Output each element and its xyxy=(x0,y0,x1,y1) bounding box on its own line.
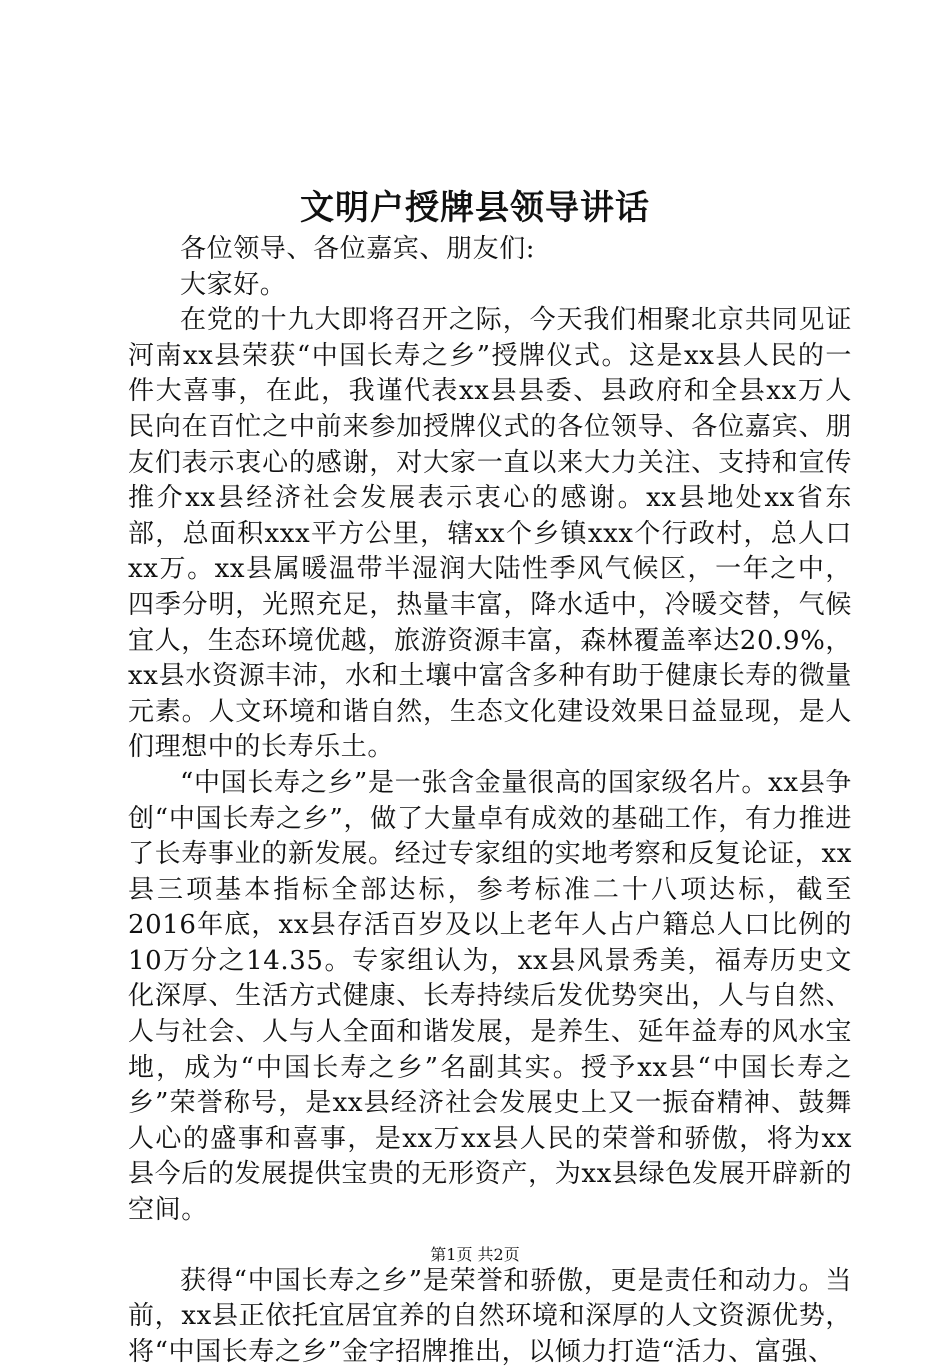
document-title: 文明户授牌县领导讲话 xyxy=(300,188,650,228)
body-paragraph: “中国长寿之乡”是一张含金量很高的国家级名片。xx县争创“中国长寿之乡”，做了大量卓有成效的基础工作，有力推进了长寿事业的新发展。经过专家组的实地考察和反复论证，xx县三项基本指标全部达标，参考标准二十八项达标，截至2016年底，xx县存活百岁及以上老年人占户籍总人口比例的10万分之14.35。专家组认为，xx县风景秀美，福寿历史文化深厚、生活方式健康、长寿持续后发优势突出，人与自然、人与社会、人与人全面和谐发展，是养生、延年益寿的风水宝地，成为“中国长寿之乡”名副其实。授予xx县“中国长寿之乡”荣誉称号，是xx县经济社会发展史上又一振奋精神、鼓舞人心的盛事和喜事，是xx万xx县人民的荣誉和骄傲，将为xx县今后的发展提供宝贵的无形资产，为xx县绿色发展开辟新的空间。 xyxy=(128,767,852,1226)
page-number: 第1页 共2页 xyxy=(430,1245,520,1264)
document-body xyxy=(128,232,852,1370)
salutation-paragraph: 大家好。 xyxy=(180,269,287,300)
greeting-paragraph: 各位领导、各位嘉宾、朋友们: xyxy=(180,234,536,264)
body-paragraph: 在党的十九大即将召开之际，今天我们相聚北京共同见证河南xx县荣获“中国长寿之乡”授牌仪式。这是xx县人民的一件大喜事，在此，我谨代表xx县县委、县政府和全县xx万人民向在百忙之中前来参加授牌仪式的各位领导、各位嘉宾、朋友们表示衷心的感谢，对大家一直以来大力关注、支持和宣传推介xx县经济社会发展表示衷心的感谢。xx县地处xx省东部，总面积xxx平方公里，辖xx个乡镇xxx个行政村，总人口xx万。xx县属暖温带半湿润大陆性季风气候区，一年之中，四季分明，光照充足，热量丰富，降水适中，冷暖交替，气候宜人，生态环境优越，旅游资源丰富，森林覆盖率达20.9%，xx县水资源丰沛，水和土壤中富含多种有助于健康长寿的微量元素。人文环境和谐自然，生态文化建设效果日益显现，是人们理想中的长寿乐土。 xyxy=(128,305,852,763)
body-paragraph: 获得“中国长寿之乡”是荣誉和骄傲，更是责任和动力。当前，xx县正依托宜居宜养的自然环境和深厚的人文资源优势，将“中国长寿之乡”金字招牌推出，以倾力打造“活力、富强、 xyxy=(128,1265,852,1367)
